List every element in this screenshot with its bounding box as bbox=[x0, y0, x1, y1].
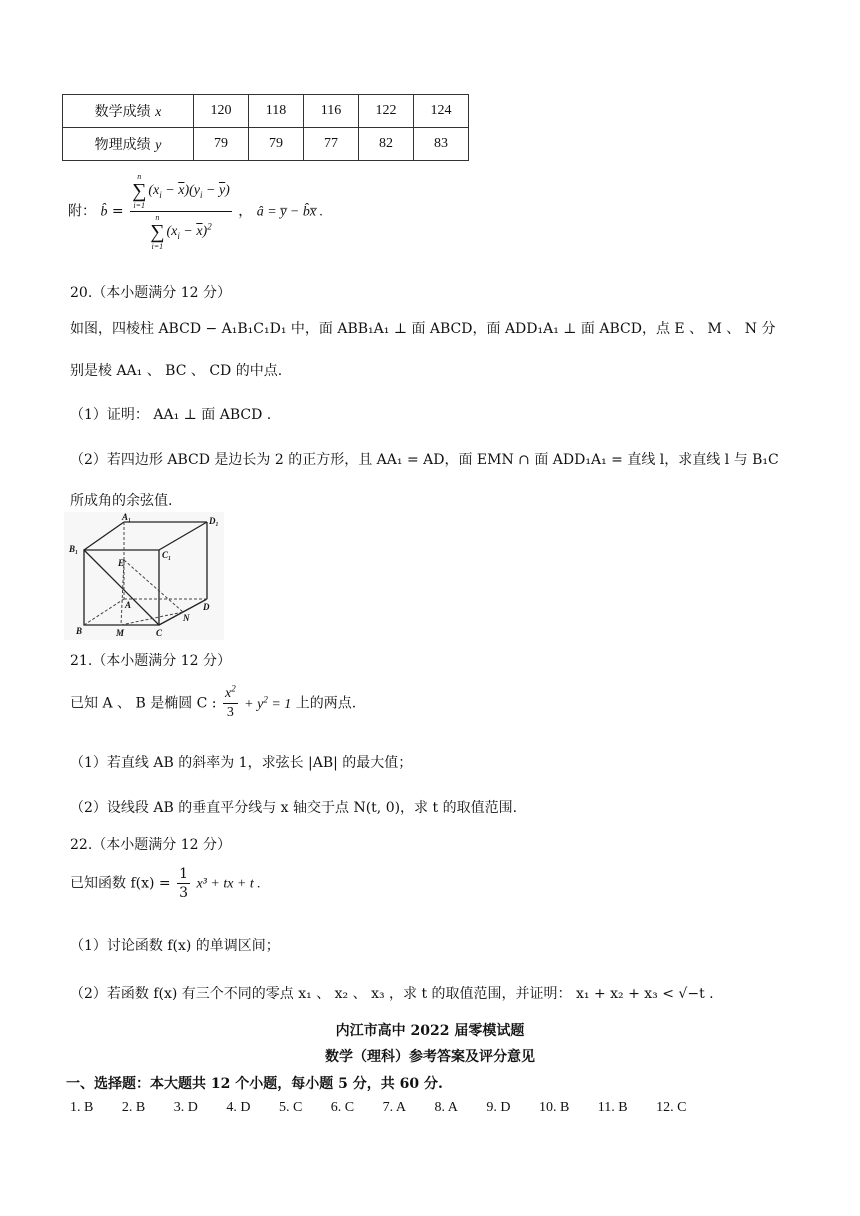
answer-key-subtitle: 数学（理科）参考答案及评分意见 bbox=[325, 1049, 535, 1065]
regression-fraction: n ∑ i=1 $(x_i - \overline{x})(y_i - \overline{y})$ n ∑ i=1 $(x_i - \overline{x})^2$ bbox=[132, 172, 230, 251]
label-D1: D₁ bbox=[209, 516, 219, 526]
answer-item: 3. D bbox=[173, 1100, 198, 1115]
q20-part2-line1: （2）若四边形 ABCD 是边长为 2 的正方形，且 AA₁ = AD，面 EMN ∩ 面 ADD₁A₁ = 直线 l，求直线 l 与 B₁C bbox=[70, 452, 779, 468]
prism-figure bbox=[64, 512, 224, 640]
label-C1: C₁ bbox=[162, 550, 172, 560]
answer-item: 12. C bbox=[656, 1100, 687, 1115]
table-cell: 82 bbox=[359, 128, 414, 161]
answer-item: 7. A bbox=[382, 1100, 406, 1115]
q22-part2: （2）若函数 f(x) 有三个不同的零点 x₁ 、 x₂ 、 x₃ ，求 t 的取值范围，并证明： x₁ + x₂ + x₃ < √−t . bbox=[70, 986, 714, 1002]
answer-item: 11. B bbox=[597, 1100, 628, 1115]
q21-text-line1: 已知 A 、 B 是椭圆 C : $\frac{x^2}{3}$ + $y^2 = 1$ 上的两点. bbox=[70, 683, 357, 720]
answer-item: 2. B bbox=[121, 1100, 146, 1115]
q22-part1: （1）讨论函数 f(x) 的单调区间； bbox=[70, 938, 280, 954]
q21-header: 21.（本小题满分 12 分） bbox=[70, 653, 231, 669]
label-M: M bbox=[116, 628, 125, 638]
q22-text-line1: 已知函数 f(x) = $\frac{1}{3}$ x³ + tx + t . bbox=[70, 866, 261, 901]
label-D: D bbox=[203, 602, 210, 612]
answer-item: 8. A bbox=[434, 1100, 458, 1115]
label-N: N bbox=[183, 613, 190, 623]
table-cell: 83 bbox=[414, 128, 469, 161]
q20-part1: （1）证明： AA₁ ⊥ 面 ABCD . bbox=[70, 407, 272, 423]
answer-item: 6. C bbox=[330, 1100, 355, 1115]
q21-part2: （2）设线段 AB 的垂直平分线与 x 轴交于点 N(t, 0)，求 t 的取值范围. bbox=[70, 800, 518, 816]
table-cell: 77 bbox=[304, 128, 359, 161]
score-table bbox=[62, 94, 469, 161]
q20-part2-line2: 所成角的余弦值. bbox=[70, 493, 173, 509]
label-B1: B₁ bbox=[69, 544, 79, 554]
label-B: B bbox=[76, 626, 83, 636]
table-cell: 118 bbox=[249, 95, 304, 128]
table-cell: 79 bbox=[249, 128, 304, 161]
regression-formula: 附： b̂ = n ∑ i=1 $(x_i - \overline{x})(y_i - \overline{y})$ n ∑ i=1 $(x_i - \overline{x})^2$ ， â = y̅ − b̂x̅ . bbox=[68, 172, 324, 251]
a-hat-formula: â = y̅ − b̂x̅ . bbox=[256, 204, 324, 220]
table-row bbox=[63, 128, 469, 161]
table-cell: 116 bbox=[304, 95, 359, 128]
answer-item: 4. D bbox=[226, 1100, 251, 1115]
label-A: A bbox=[125, 600, 132, 610]
b-hat: b̂ bbox=[100, 204, 108, 220]
q21-part1: （1）若直线 AB 的斜率为 1，求弦长 |AB| 的最大值； bbox=[70, 755, 413, 771]
label-A1: A₁ bbox=[122, 512, 132, 522]
label-C: C bbox=[156, 628, 163, 638]
q20-header: 20.（本小题满分 12 分） bbox=[70, 285, 231, 301]
q20-text-line2: 别是棱 AA₁ 、 BC 、 CD 的中点. bbox=[70, 363, 283, 379]
answer-item: 1. B bbox=[70, 1100, 94, 1115]
answer-list bbox=[70, 1100, 686, 1116]
table-cell: 122 bbox=[359, 95, 414, 128]
q22-header: 22.（本小题满分 12 分） bbox=[70, 837, 231, 853]
table-row-label: 数学成绩 x bbox=[63, 95, 194, 128]
table-cell: 79 bbox=[194, 128, 249, 161]
formula-prefix: 附： bbox=[68, 203, 96, 220]
table-cell: 124 bbox=[414, 95, 469, 128]
table-cell: 120 bbox=[194, 95, 249, 128]
answer-key-title: 内江市高中 2022 届零模试题 bbox=[335, 1023, 525, 1039]
answer-item: 10. B bbox=[538, 1100, 570, 1115]
label-E: E bbox=[118, 558, 125, 568]
q20-text-line1: 如图，四棱柱 ABCD − A₁B₁C₁D₁ 中，面 ABB₁A₁ ⊥ 面 ABCD，面 ADD₁A₁ ⊥ 面 ABCD，点 E 、 M 、 N 分 bbox=[70, 321, 776, 337]
answer-item: 9. D bbox=[486, 1100, 511, 1115]
section-heading: 一、选择题：本大题共 12 个小题，每小题 5 分，共 60 分. bbox=[66, 1076, 443, 1092]
table-row-label: 物理成绩 y bbox=[63, 128, 194, 161]
answer-item: 5. C bbox=[278, 1100, 303, 1115]
table-row bbox=[63, 95, 469, 128]
